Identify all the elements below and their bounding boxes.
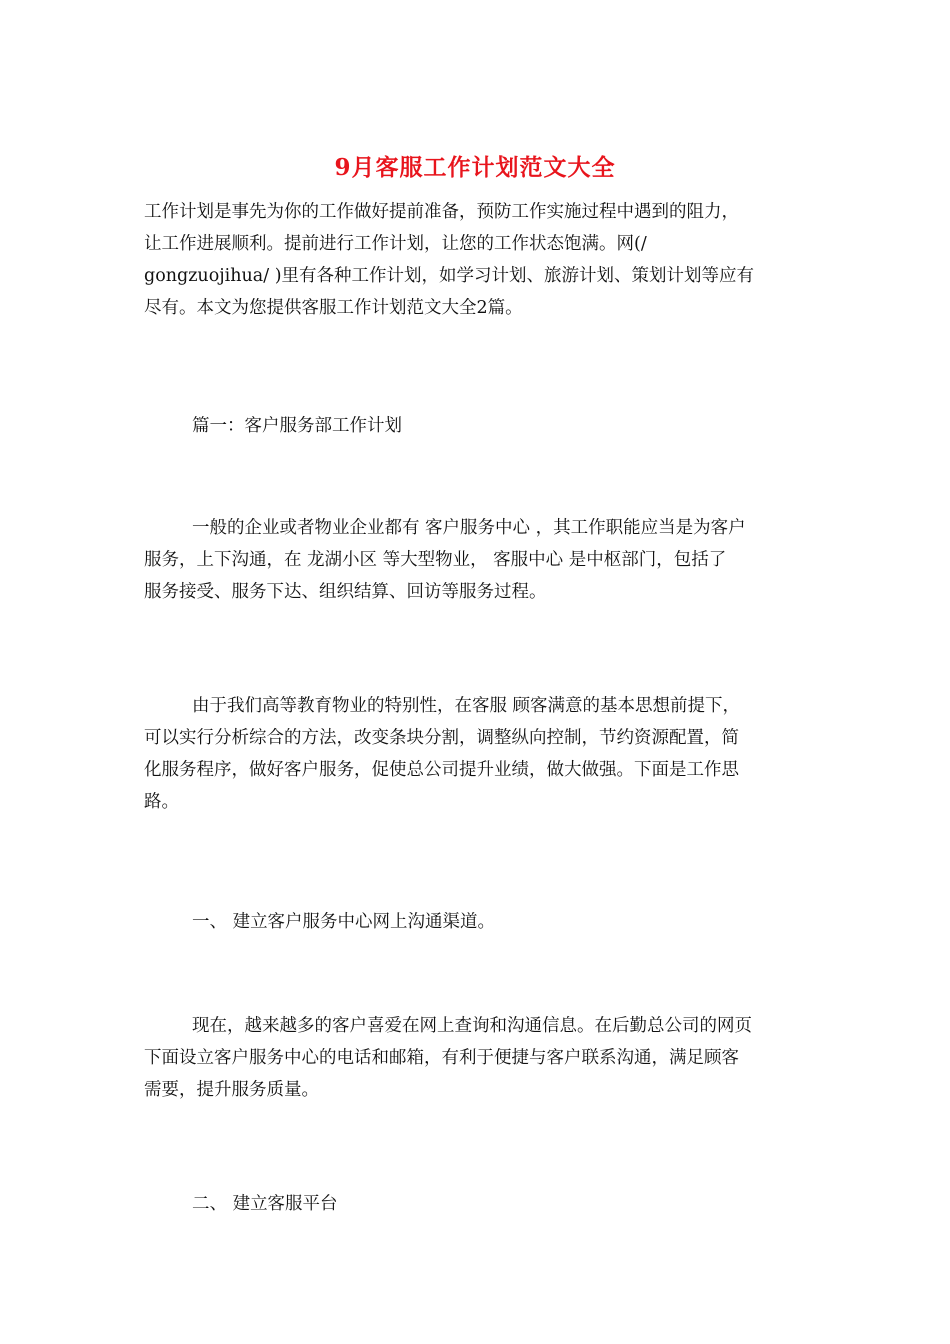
- intro-line: 尽有。本文为您提供客服工作计划范文大全2篇。: [144, 298, 523, 318]
- body-paragraph: [144, 1010, 812, 1106]
- paragraph-line: 化服务程序，做好客户服务，促使总公司提升业绩，做大做强。下面是工作思: [144, 760, 739, 780]
- body-paragraph: [144, 690, 812, 818]
- intro-line: 让工作进展顺利。提前进行工作计划，让您的工作状态饱满。网(/: [144, 234, 647, 254]
- intro-paragraph: [144, 196, 812, 324]
- section-heading: 篇一：客户服务部工作计划: [192, 416, 402, 436]
- paragraph-line: 服务接受、服务下达、组织结算、回访等服务过程。: [144, 582, 547, 602]
- list-item-heading: 二、 建立客服平台: [192, 1194, 338, 1214]
- body-paragraph: [144, 512, 812, 608]
- paragraph-line: 需要，提升服务质量。: [144, 1080, 319, 1100]
- paragraph-line: 路。: [144, 792, 179, 812]
- intro-line: 工作计划是事先为你的工作做好提前准备，预防工作实施过程中遇到的阻力，: [144, 202, 739, 222]
- paragraph-line: 现在，越来越多的客户喜爱在网上查询和沟通信息。在后勤总公司的网页: [192, 1016, 752, 1036]
- intro-line: gongzuojihua/ )里有各种工作计划，如学习计划、旅游计划、策划计划等应有: [144, 266, 755, 286]
- paragraph-line: 可以实行分析综合的方法，改变条块分割，调整纵向控制，节约资源配置，简: [144, 728, 739, 748]
- paragraph-line: 服务，上下沟通，在 龙湖小区 等大型物业， 客服中心 是中枢部门，包括了: [144, 550, 727, 570]
- list-item-heading: 一、 建立客户服务中心网上沟通渠道。: [192, 912, 496, 932]
- paragraph-line: 一般的企业或者物业企业都有 客户服务中心 ，其工作职能应当是为客户: [192, 518, 746, 538]
- paragraph-line: 下面设立客户服务中心的电话和邮箱，有利于便捷与客户联系沟通，满足顾客: [144, 1048, 739, 1068]
- paragraph-line: 由于我们高等教育物业的特别性，在客服 顾客满意的基本思想前提下，: [192, 696, 741, 716]
- document-title: 9月客服工作计划范文大全: [334, 154, 616, 181]
